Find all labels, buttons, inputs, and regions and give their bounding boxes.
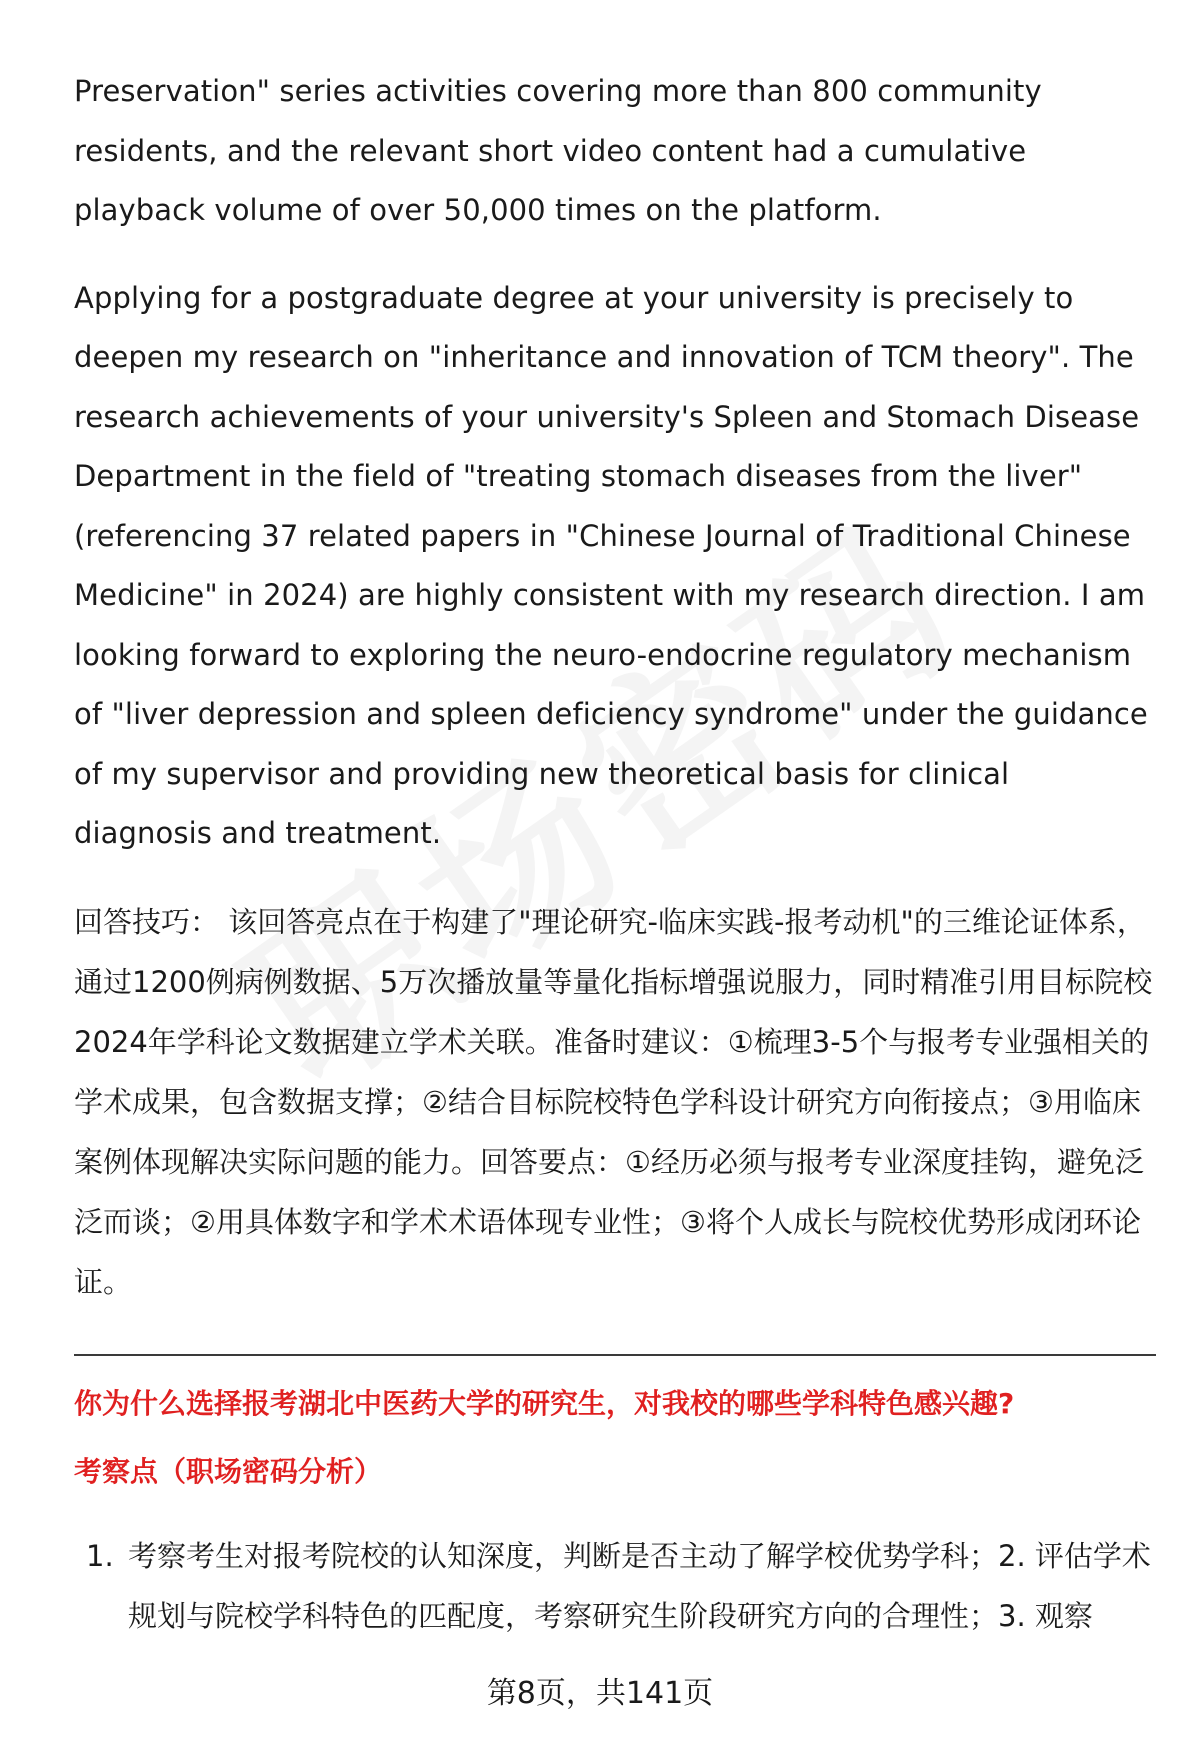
assessment-points-heading: 考察点（职场密码分析） xyxy=(74,1454,383,1488)
list-item xyxy=(74,1526,1154,1646)
paragraph-motivation: Applying for a postgraduate degree at your university is precisely to deepen my research on "inheritance and innovation of TCM theory". The research achievements of your university's Spleen and Stomach Disease Department in the field of "treating stomach diseases from the liver" (referencing 37 related papers in "Chinese Journal of Traditional Chinese Medicine" in 2024) are highly consistent with my research direction. I am looking forward to exploring the neuro-endocrine regulatory mechanism of "liver depression and spleen deficiency syndrome" under the guidance of my supervisor and providing new theoretical basis for clinical diagnosis and treatment. xyxy=(74,280,1148,850)
list-item-number: 1. xyxy=(86,1538,114,1573)
answer-tips: 回答技巧： 该回答亮点在于构建了"理论研究-临床实践-报考动机"的三维论证体系，通过1200例病例数据、5万次播放量等量化指标增强说服力，同时精准引用目标院校2024年学科论文数据建立学术关联。准备时建议：①梳理3-5个与报考专业强相关的学术成果，包含数据支撑；②结合目标院校特色学科设计研究方向衔接点；③用临床案例体现解决实际问题的能力。回答要点：①经历必须与报考专业深度挂钩，避免泛泛而谈；②用具体数字和学术术语体现专业性；③将个人成长与院校优势形成闭环论证。 xyxy=(74,904,1153,1299)
page-content xyxy=(74,62,1154,1646)
paragraph-preservation: Preservation" series activities covering more than 800 community residents, and the relevant short video content had a cumulative playback volume of over 50,000 times on the platform. xyxy=(74,74,1042,227)
page-number: 第8页，共141页 xyxy=(486,1676,714,1711)
section-divider xyxy=(74,1354,1156,1356)
list-item-text: 考察考生对报考院校的认知深度，判断是否主动了解学校优势学科；2. 评估学术规划与院校学科特色的匹配度，考察研究生阶段研究方向的合理性；3. 观察 xyxy=(128,1538,1151,1633)
question-heading: 你为什么选择报考湖北中医药大学的研究生，对我校的哪些学科特色感兴趣? xyxy=(74,1386,1015,1420)
